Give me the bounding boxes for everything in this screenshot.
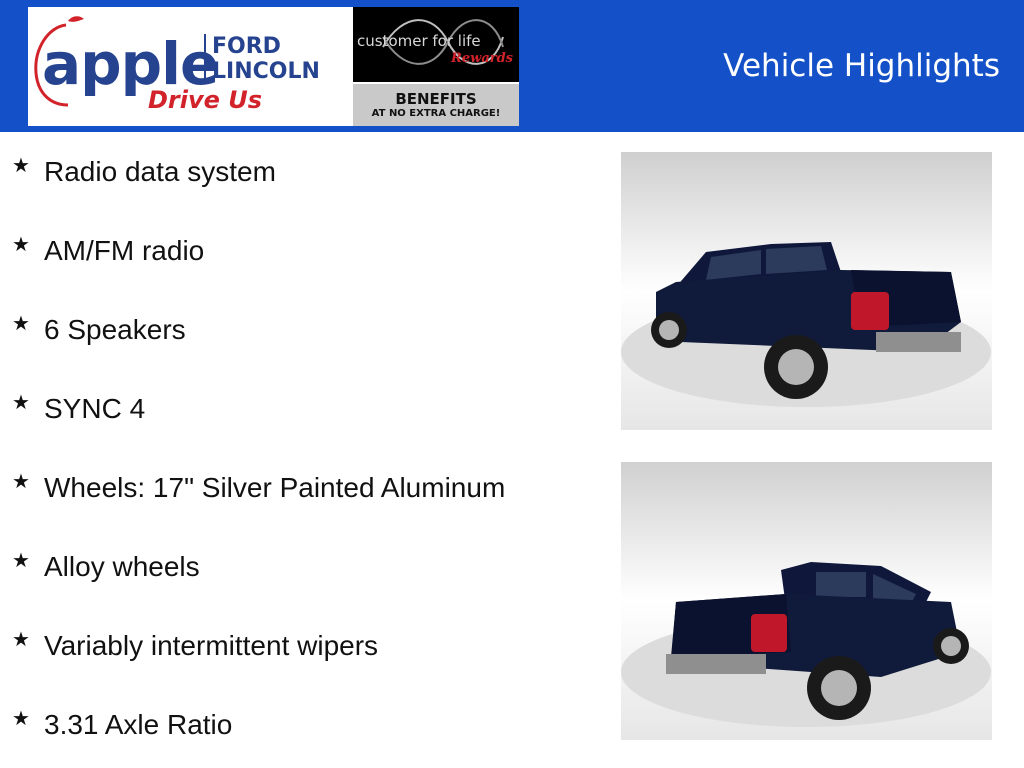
truck-image — [621, 462, 992, 740]
dealer-make-text: FORD LINCOLN — [204, 34, 320, 84]
star-icon: ★ — [12, 155, 30, 177]
star-icon: ★ — [12, 629, 30, 651]
dealer-brand-text: apple — [42, 30, 219, 98]
vehicle-photo-rear-right[interactable] — [621, 462, 992, 740]
rewards-benefits-label: BENEFITS — [395, 90, 477, 108]
truck-image — [621, 152, 992, 430]
header-bar — [0, 0, 1024, 132]
taillight-icon — [851, 292, 889, 330]
star-icon: ★ — [12, 392, 30, 414]
dealer-tagline: Drive Us — [148, 86, 263, 114]
rewards-logo-text: customer for life — [357, 32, 481, 50]
rewards-extra-label: AT NO EXTRA CHARGE! — [371, 108, 501, 119]
star-icon: ★ — [12, 708, 30, 730]
star-icon: ★ — [12, 234, 30, 256]
page-title: Vehicle Highlights — [723, 48, 1000, 84]
dealer-logo[interactable] — [28, 7, 353, 126]
star-icon: ★ — [12, 550, 30, 572]
star-icon: ★ — [12, 471, 30, 493]
rewards-logo-script: Rewards — [451, 51, 513, 66]
star-icon: ★ — [12, 313, 30, 335]
rewards-benefits-box — [353, 84, 519, 126]
rewards-logo[interactable] — [353, 7, 519, 126]
rewards-logo-top — [353, 7, 519, 82]
taillight-icon — [751, 614, 787, 652]
vehicle-photo-rear-left[interactable] — [621, 152, 992, 430]
